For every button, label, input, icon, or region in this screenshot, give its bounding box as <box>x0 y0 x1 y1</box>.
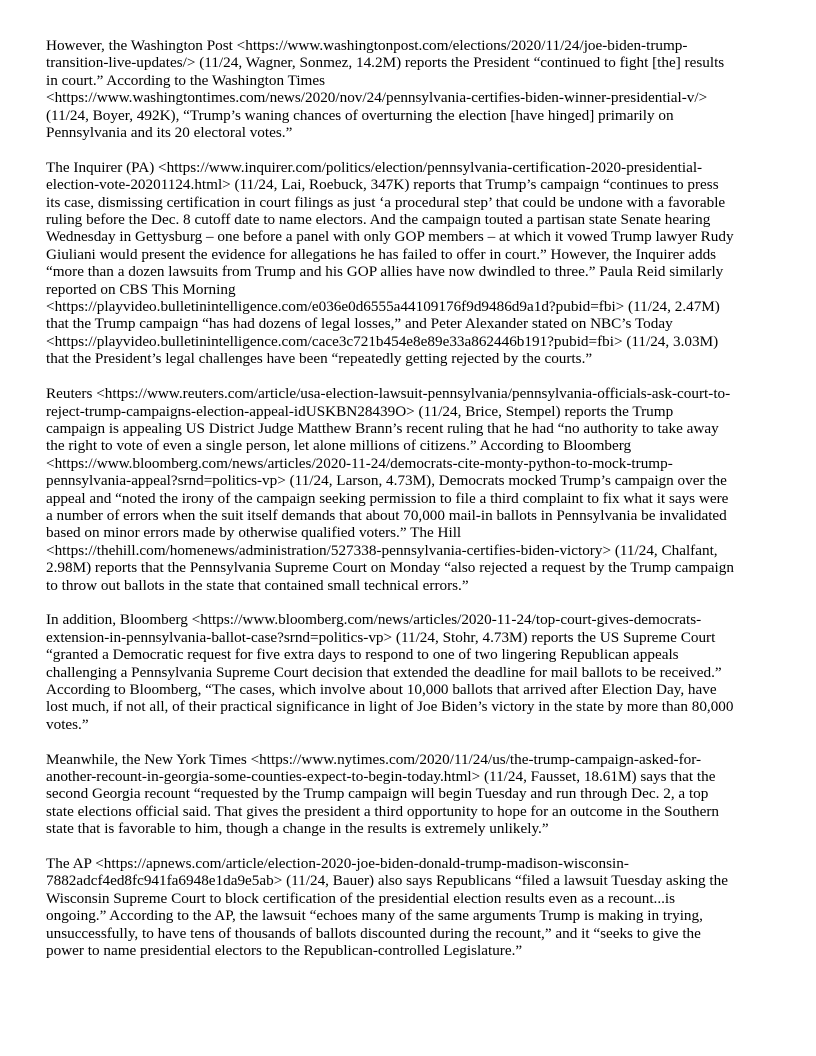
paragraph-bloomberg-supreme-court: In addition, Bloomberg <https://www.bloomberg.com/news/articles/2020-11-24/top-court-gives-democrats- extension-in-pennsylvania-ballot-case?srnd=politics-vp> (11/24, Stohr, 4.73M) reports the US Supreme Court “granted a Democratic request for five extra days to respond to one of two lingering Republican appeals challenging a Pennsylvania Supreme Court decision that extended the deadline for mail ballots to be received.” According to Bloomberg, “The cases, which involve about 10,000 ballots that arrived after Election Day, have lost much, if not all, of their practical significance in light of Joe Biden’s victory in the state by more than 80,000 votes.” <box>46 611 734 733</box>
paragraph-inquirer: The Inquirer (PA) <https://www.inquirer.com/politics/election/pennsylvania-certification-2020-presidential- election-vote-20201124.html> (11/24, Lai, Roebuck, 347K) reports that Trump’s campaign “continues to press its case, dismissing certification in court filings as just ‘a procedural step’ that could be undone with a favorable ruling before the Dec. 8 cutoff date to name electors. And the campaign touted a partisan state Senate hearing Wednesday in Gettysburg – one before a panel with only GOP members – at which it vowed Trump lawyer Rudy Giuliani would present the evidence for allegations he has failed to offer in court.” However, the Inquirer adds “more than a dozen lawsuits from Trump and his GOP allies have now dwindled to three.” Paula Reid similarly reported on CBS This Morning <https://playvideo.bulletinintelligence.com/e036e0d6555a44109176f9d9486d9a1d?pubid=fbi> (11/24, 2.47M) that the Trump campaign “has had dozens of legal losses,” and Peter Alexander stated on NBC’s Today <https://playvideo.bulletinintelligence.com/cace3c721b454e8e89e33a862446b191?pubid=fbi> (11/24, 3.03M) that the President’s legal challenges have been “repeatedly getting rejected by the courts.” <box>46 158 734 368</box>
paragraph-new-york-times: Meanwhile, the New York Times <https://www.nytimes.com/2020/11/24/us/the-trump-campaign-asked-for- another-recount-in-georgia-some-counties-expect-to-begin-today.html> (11/24, Fausset, 18.61M) says that the second Georgia recount “requested by the Trump campaign will begin Tuesday and run through Dec. 2, a top state elections official said. That gives the president a third opportunity to hope for an outcome in the Southern state that is favorable to him, though a change in the results is extremely unlikely.” <box>46 750 720 838</box>
document-page <box>46 37 772 977</box>
paragraph-ap: The AP <https://apnews.com/article/election-2020-joe-biden-donald-trump-madison-wisconsin- 7882adcf4ed8fc941fa6948e1da9e5ab> (11/24, Bauer) also says Republicans “filed a lawsuit Tuesday asking the Wisconsin Supreme Court to block certification of the presidential election results even as a recount...is ongoing.” According to the AP, the lawsuit “echoes many of the same arguments Trump is making in trying, unsuccessfully, to have tens of thousands of ballots discounted during the recount,” and it “seeks to give the power to name presidential electors to the Republican-controlled Legislature.” <box>46 855 728 960</box>
paragraph-reuters: Reuters <https://www.reuters.com/article/usa-election-lawsuit-pennsylvania/pennsylvania-officials-ask-court-to- reject-trump-campaigns-election-appeal-idUSKBN28439O> (11/24, Brice, Stempel) reports the Trump campaign is appealing US District Judge Matthew Brann’s recent ruling that he had “no authority to take away the right to vote of even a single person, let alone millions of citizens.” According to Bloomberg <https://www.bloomberg.com/news/articles/2020-11-24/democrats-cite-monty-python-to-mock-trump- pennsylvania-appeal?srnd=politics-vp> (11/24, Larson, 4.73M), Democrats mocked Trump’s campaign over the appeal and “noted the irony of the campaign seeking permission to file a third complaint to fix what it says were a number of errors when the suit itself demands that about 70,000 mail-in ballots in Pennsylvania be invalidated based on minor errors made by otherwise qualified voters.” The Hill <https://thehill.com/homenews/administration/527338-pennsylvania-certifies-biden-victory> (11/24, Chalfant, 2.98M) reports that the Pennsylvania Supreme Court on Monday “also rejected a request by the Trump campaign to throw out ballots in the state that contained small technical errors.” <box>46 385 734 594</box>
paragraph-washington-post: However, the Washington Post <https://www.washingtonpost.com/elections/2020/11/24/joe-biden-trump- transition-live-updates/> (11/24, Wagner, Sonmez, 14.2M) reports the President “continued to fight [the] results in court.” According to the Washington Times <https://www.washingtontimes.com/news/2020/nov/24/pennsylvania-certifies-biden-winner-presidential-v/> (11/24, Boyer, 492K), “Trump’s waning chances of overturning the election [have hinged] primarily on Pennsylvania and its 20 electoral votes.” <box>46 37 725 142</box>
